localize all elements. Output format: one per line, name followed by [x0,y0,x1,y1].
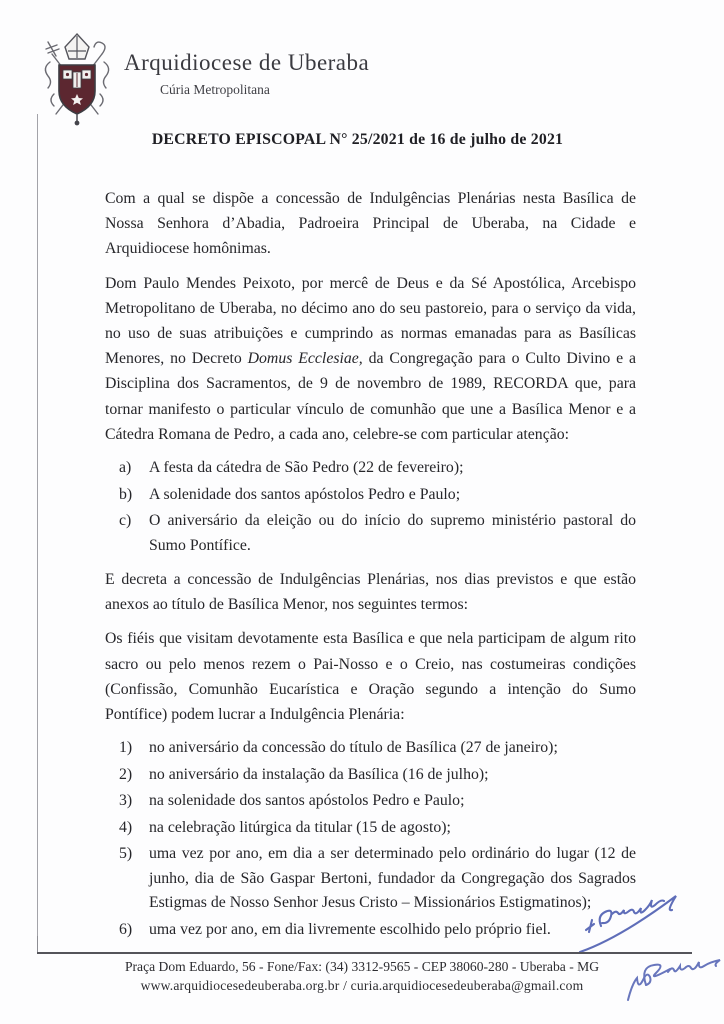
numbered-list-item [105,918,636,943]
paragraph-conditions: Os fiéis que visitam devotamente esta Basílica e que nela participam de algum rito sacro ou pelo menos rezem o Pai-Nosso e o Creio, nas costumeiras condições (Confissão, Comunhão Eucarística e Oração segundo a intenção do Sumo Pontífice) podem lucrar a Indulgência Plenária: [105,630,636,724]
footer [0,957,724,995]
footer-address: Praça Dom Eduardo, 56 - Fone/Fax: (34) 3312-9565 - CEP 38060-280 - Uberaba - MG [124,959,600,974]
lettered-list-item [105,509,636,558]
list-item-text: A solenidade dos santos apóstolos Pedro e Paulo; [149,485,461,503]
list-item-text: uma vez por ano, em dia livremente escolhido pelo próprio fiel. [149,920,551,938]
numbered-list-item [105,763,636,788]
list-item-text: no aniversário da instalação da Basílica (16 de julho); [149,765,489,783]
paragraph-intro: Com a qual se dispõe a concessão de Indulgências Plenárias nesta Basílica de Nossa Senhora d’Abadia, Padroeira Principal de Uberaba, na Cidade e Arquidiocese homônimas. [105,190,636,258]
list-marker: a) [119,459,132,477]
paragraph-preamble [105,271,636,447]
list-item-text: uma vez por ano, em dia a ser determinado pelo ordinário do lugar (12 de junho, dia de São Gaspar Bertoni, fundador da Congregação dos Sagrados Estigmas de Nosso Senhor Jesus Cristo – Missionários Estigmatinos); [149,845,636,912]
scan-edge-line [37,114,38,953]
scan-edge-corner [37,936,58,953]
list-marker: 3) [119,792,133,810]
decree-body [105,186,636,951]
list-item-text: na solenidade dos santos apóstolos Pedro e Paulo; [149,792,465,810]
list-marker: 2) [119,765,133,783]
list-marker: b) [119,485,133,503]
archdiocese-coat-of-arms-icon [36,32,118,128]
list-item-text: na celebração litúrgica da titular (15 de agosto); [149,818,451,836]
lettered-list-item [105,483,636,508]
list-item-text: O aniversário da eleição ou do início do supremo ministério pastoral do Sumo Pontífice. [149,512,636,554]
org-subtitle: Cúria Metropolitana [160,82,270,97]
list-marker: 5) [119,845,133,863]
numbered-list [105,736,636,942]
lettered-list-item [105,456,636,481]
numbered-list-item [105,736,636,761]
lettered-list [105,456,636,558]
paragraph-decree: E decreta a concessão de Indulgências Plenárias, nos dias previstos e que estão anexos ao título de Basílica Menor, nos seguintes termos: [105,571,636,614]
list-marker: 6) [119,920,133,938]
footer-divider [37,952,692,954]
preamble-text-2: da Congregação para o Culto Divino e a Disciplina dos Sacramentos, de 9 de novembro de 1989, RECORDA que, para tornar manifesto o particular vínculo de comunhão que une a Basílica Menor e a Cátedra Romana de Pedro, a cada ano, celebre-se com particular atenção: [105,350,637,443]
org-name: Arquidiocese de Uberaba [124,50,370,75]
numbered-list-item [105,842,636,916]
decree-title: DECRETO EPISCOPAL N° 25/2021 de 16 de julho de 2021 [151,131,564,148]
numbered-list-item [105,816,636,841]
decree-latin-name: Domus Ecclesiae, [247,350,363,368]
list-item-text: no aniversário da concessão do título de Basílica (27 de janeiro); [149,739,558,757]
list-item-text: A festa da cátedra de São Pedro (22 de fevereiro); [149,459,464,477]
list-marker: c) [119,512,132,530]
list-marker: 1) [119,739,133,757]
preamble-text-1: Dom Paulo Mendes Peixoto, por mercê de Deus e da Sé Apostólica, Arcebispo Metropolitano de Uberaba, no décimo ano do seu pastoreio, para o serviço da vida, no uso de suas atribuições e cumprindo as normas emanadas para as Basílicas Menores, no Decreto [105,274,636,368]
list-marker: 4) [119,818,133,836]
footer-web-email: www.arquidiocesedeuberaba.org.br / curia.arquidiocesedeuberaba@gmail.com [140,978,584,993]
numbered-list-item [105,789,636,814]
